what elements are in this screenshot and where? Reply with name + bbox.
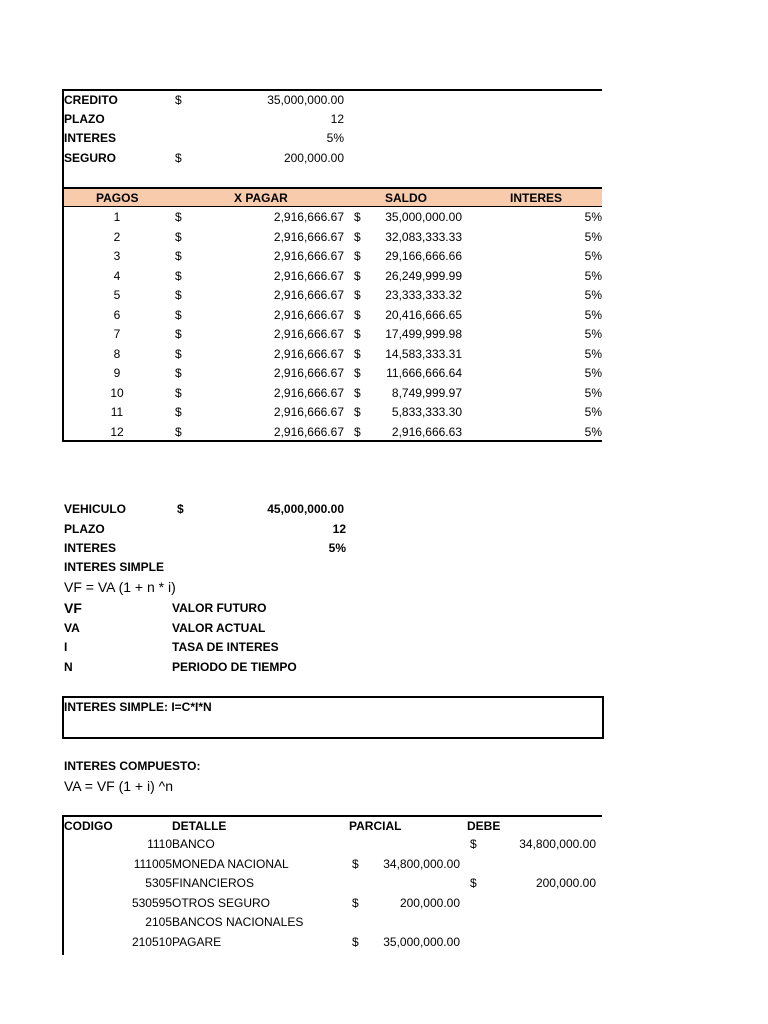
journal-parcial: 34,800,000.00 [383, 856, 460, 871]
payment-number: 6 [113, 307, 121, 322]
payment-interes: 5% [584, 385, 602, 400]
vehicle-interes-label: INTERES [64, 541, 117, 555]
payment-xpagar: 2,916,666.67 [273, 327, 344, 341]
saldo-currency: $ [354, 210, 361, 224]
payment-saldo: 29,166,666.66 [385, 249, 462, 263]
payment-number: 2 [113, 229, 121, 244]
saldo-currency: $ [354, 229, 361, 244]
legend-key: I [64, 640, 68, 654]
payment-currency: $ [175, 327, 182, 341]
payment-number: 7 [113, 327, 121, 341]
journal-row [64, 874, 604, 894]
credit-currency: $ [175, 151, 182, 165]
payment-xpagar: 2,916,666.67 [273, 268, 344, 283]
payment-interes: 5% [584, 424, 602, 439]
journal-row [64, 933, 604, 953]
journal-debe: 200,000.00 [535, 876, 596, 890]
journal-row [64, 913, 604, 933]
payment-xpagar: 2,916,666.67 [273, 210, 344, 224]
payment-saldo: 2,916,666.63 [391, 424, 462, 439]
interes-simple-label: INTERES SIMPLE [64, 560, 165, 574]
payment-saldo: 35,000,000.00 [385, 210, 462, 224]
compound-label: INTERES COMPUESTO: [64, 759, 201, 773]
payment-currency: $ [175, 366, 182, 380]
journal-row [64, 835, 604, 855]
payment-currency: $ [175, 249, 182, 263]
journal-row [64, 894, 604, 914]
journal-detail: PAGARE [172, 934, 222, 949]
saldo-currency: $ [354, 346, 361, 361]
payment-saldo: 17,499,999.98 [385, 327, 462, 341]
payment-number: 10 [110, 385, 124, 400]
payment-row [64, 267, 602, 287]
vehicle-plazo-label: PLAZO [64, 522, 105, 536]
payment-xpagar: 2,916,666.67 [273, 346, 344, 361]
payment-saldo: 8,749,999.97 [391, 385, 462, 400]
journal-parcial: 200,000.00 [399, 895, 460, 910]
payment-saldo: 20,416,666.65 [385, 307, 462, 322]
journal-code: 111005 [133, 856, 172, 871]
payment-currency: $ [175, 210, 182, 224]
payment-row [64, 306, 602, 326]
payment-number: 4 [113, 268, 121, 283]
header-xpagar: X PAGAR [234, 191, 288, 205]
payment-row [64, 286, 602, 306]
credit-label: SEGURO [64, 151, 117, 165]
payment-currency: $ [175, 229, 182, 244]
payment-saldo: 5,833,333.30 [391, 405, 462, 419]
vehicle-currency: $ [177, 502, 184, 516]
payment-row [64, 325, 602, 345]
saldo-currency: $ [354, 385, 361, 400]
legend-desc: VALOR FUTURO [172, 601, 267, 615]
vehicle-value: 45,000,000.00 [267, 502, 344, 516]
payment-currency: $ [175, 307, 182, 322]
payment-currency: $ [175, 385, 182, 400]
payment-xpagar: 2,916,666.67 [273, 288, 344, 302]
payment-interes: 5% [584, 288, 602, 302]
payment-saldo: 23,333,333.32 [385, 288, 462, 302]
legend-desc: TASA DE INTERES [172, 640, 279, 654]
payment-currency: $ [175, 268, 182, 283]
payment-row [64, 247, 602, 267]
compound-formula: VA = VF (1 + i) ^n [64, 778, 174, 794]
journal-debe-currency: $ [470, 876, 477, 890]
header-pagos: PAGOS [96, 191, 139, 205]
payment-interes: 5% [584, 268, 602, 283]
credit-value: 12 [330, 112, 344, 126]
journal-debe: 34,800,000.00 [519, 837, 596, 851]
vehicle-label: VEHICULO [64, 502, 127, 516]
payment-currency: $ [175, 405, 182, 419]
payments-table-header [64, 187, 602, 207]
payment-number: 9 [113, 366, 121, 380]
payment-number: 12 [110, 424, 124, 439]
credit-value: 35,000,000.00 [267, 93, 344, 107]
legend-desc: VALOR ACTUAL [172, 621, 266, 635]
payment-currency: $ [175, 288, 182, 302]
journal-row [64, 855, 604, 875]
payment-xpagar: 2,916,666.67 [273, 366, 344, 380]
saldo-currency: $ [354, 249, 361, 263]
vehicle-plazo-value: 12 [332, 522, 346, 536]
credit-currency: $ [175, 93, 182, 107]
payment-saldo: 11,666,666.64 [386, 366, 462, 380]
credit-value: 5% [326, 131, 344, 145]
payment-row [64, 364, 602, 384]
payment-xpagar: 2,916,666.67 [273, 385, 344, 400]
journal-debe-currency: $ [470, 837, 477, 851]
payment-xpagar: 2,916,666.67 [273, 424, 344, 439]
saldo-currency: $ [354, 366, 361, 380]
payments-bottom-border [62, 440, 602, 442]
journal-detail: FINANCIEROS [172, 876, 255, 890]
payment-interes: 5% [584, 405, 602, 419]
journal-detail: MONEDA NACIONAL [172, 856, 289, 871]
vehicle-interes-value: 5% [328, 541, 346, 555]
saldo-currency: $ [354, 405, 361, 419]
payment-number: 11 [110, 405, 124, 419]
payment-currency: $ [175, 346, 182, 361]
journal-header [64, 817, 604, 837]
payment-row [64, 384, 602, 404]
journal-detail: BANCO [172, 837, 215, 851]
saldo-currency: $ [354, 327, 361, 341]
payment-interes: 5% [584, 229, 602, 244]
credit-label: PLAZO [64, 112, 105, 126]
payment-interes: 5% [584, 327, 602, 341]
journal-code: 2105 [145, 915, 172, 929]
journal-header-detalle: DETALLE [172, 819, 227, 833]
payment-saldo: 26,249,999.99 [385, 268, 462, 283]
journal-code: 530595 [131, 895, 172, 910]
payment-interes: 5% [584, 366, 602, 380]
payment-saldo: 32,083,333.33 [385, 229, 462, 244]
journal-header-codigo: CODIGO [64, 819, 113, 833]
journal-code: 210510 [131, 934, 172, 949]
journal-parcial-currency: $ [352, 856, 359, 871]
journal-parcial-currency: $ [352, 895, 359, 910]
header-saldo: SALDO [385, 191, 427, 205]
payment-number: 3 [113, 249, 121, 263]
simple-formula: VF = VA (1 + n * i) [64, 579, 176, 595]
journal-parcial: 35,000,000.00 [383, 934, 460, 949]
saldo-currency: $ [354, 268, 361, 283]
credit-label: CREDITO [64, 93, 118, 107]
credit-value: 200,000.00 [283, 151, 344, 165]
payment-number: 8 [113, 346, 121, 361]
journal-header-parcial: PARCIAL [349, 819, 402, 833]
journal-detail: BANCOS NACIONALES [172, 915, 304, 929]
journal-header-debe: DEBE [467, 819, 501, 833]
journal-code: 1110 [147, 837, 172, 851]
payment-xpagar: 2,916,666.67 [273, 229, 344, 244]
payment-number: 5 [113, 288, 121, 302]
header-interes: INTERES [510, 191, 563, 205]
saldo-currency: $ [354, 288, 361, 302]
payment-interes: 5% [584, 346, 602, 361]
payment-row [64, 403, 602, 423]
payment-interes: 5% [584, 307, 602, 322]
credit-label: INTERES [64, 131, 117, 145]
journal-parcial-currency: $ [352, 934, 359, 949]
payment-interes: 5% [584, 249, 602, 263]
payment-xpagar: 2,916,666.67 [273, 249, 344, 263]
legend-key: VF [64, 600, 82, 616]
payment-row [64, 228, 602, 248]
saldo-currency: $ [354, 424, 361, 439]
journal-detail: OTROS SEGURO [172, 895, 271, 910]
simple-interest-box-text: INTERES SIMPLE: I=C*I*N [64, 700, 212, 714]
payment-row [64, 208, 602, 228]
payment-xpagar: 2,916,666.67 [273, 405, 344, 419]
legend-key: VA [64, 621, 80, 635]
journal-code: 5305 [145, 876, 172, 890]
payment-number: 1 [113, 210, 121, 224]
payment-xpagar: 2,916,666.67 [273, 307, 344, 322]
legend-desc: PERIODO DE TIEMPO [172, 660, 297, 674]
payment-saldo: 14,583,333.31 [385, 346, 462, 361]
payment-currency: $ [175, 424, 182, 439]
simple-interest-box [62, 696, 604, 739]
payment-row [64, 345, 602, 365]
saldo-currency: $ [354, 307, 361, 322]
legend-key: N [64, 660, 73, 674]
payment-interes: 5% [584, 210, 602, 224]
